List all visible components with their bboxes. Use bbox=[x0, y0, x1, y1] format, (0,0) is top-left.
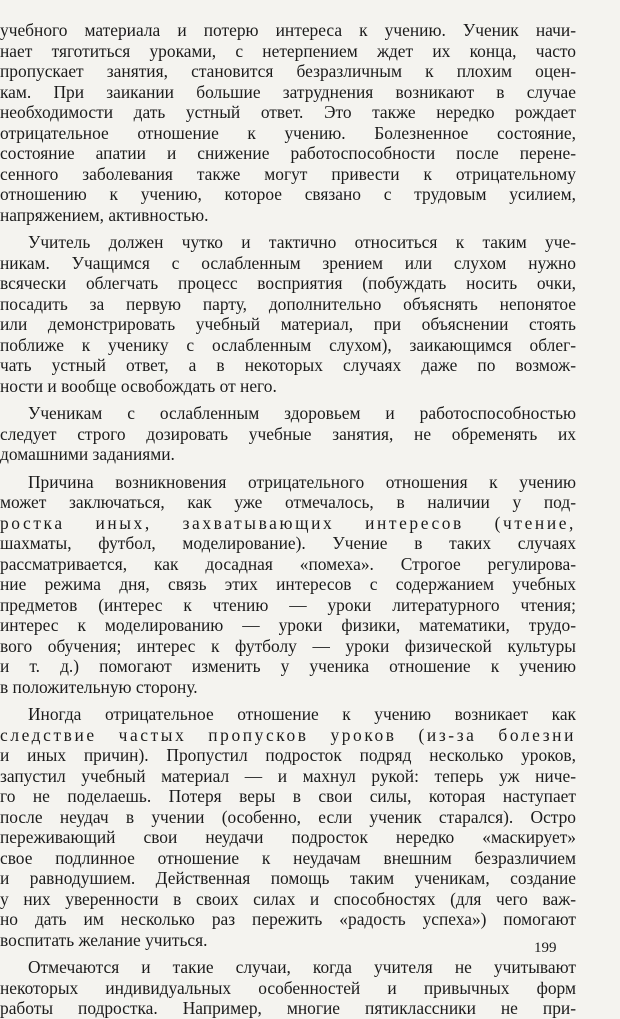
text-line: интерес к моделированию — уроки физики, математики, трудо- bbox=[0, 615, 576, 635]
text-line: посадить за первую парту, дополнительно объяснять непонятое bbox=[0, 293, 576, 314]
text-line: нает тяготиться уроками, с нетерпением ждет их конца, часто bbox=[0, 40, 576, 61]
paragraph bbox=[0, 957, 576, 1019]
text-line: шахматы, футбол, моделирование). Учение в таких случаях bbox=[0, 533, 576, 553]
text-line: рассматривается, как досадная «помеха». Строгое регулирова- bbox=[0, 553, 576, 574]
text-line: необходимости дать устный ответ. Это также нередко рождает bbox=[0, 102, 576, 122]
text-line: домашними заданиями. bbox=[0, 444, 175, 464]
text-line: некоторых индивидуальных особенностей и привычных форм bbox=[0, 977, 576, 998]
text-line: Иногда отрицательное отношение к учению возникает как bbox=[28, 704, 576, 724]
text-line: запустил учебный материал — и махнул рукой: теперь уж ниче- bbox=[0, 765, 576, 786]
text-line: го не поделаешь. Потеря веры в свои силы, которая наступает bbox=[0, 786, 576, 806]
text-line: переживающий свои неудачи подросток нередко «маскирует» bbox=[0, 827, 576, 847]
paragraph bbox=[0, 472, 576, 698]
paragraph bbox=[0, 403, 576, 465]
text-line: и иных причин). Пропустил подросток подряд несколько уроков, bbox=[0, 745, 576, 765]
text-line: Причина возникновения отрицательного отношения к учению bbox=[28, 471, 576, 492]
text-line: поближе к ученику с ослабленным слухом), заикающимся облег- bbox=[0, 334, 576, 355]
text-line: отрицательное отношение к учению. Болезненное состояние, bbox=[0, 122, 576, 143]
text-line: всячески облегчать процесс восприятия (побуждать носить очки, bbox=[0, 273, 576, 293]
text-line: в положительную сторону. bbox=[0, 676, 198, 697]
text-line: может заключаться, как уже отмечалось, в наличии у под- bbox=[0, 492, 576, 512]
text-line: никам. Учащимся с ослабленным зрением или слухом нужно bbox=[0, 252, 576, 273]
text-line: предметов (интерес к чтению — уроки литературного чтения; bbox=[0, 594, 576, 615]
text-line: отношению к учению, которое связано с трудовым усилием, bbox=[0, 184, 576, 204]
paragraph bbox=[0, 20, 576, 225]
body-text bbox=[0, 20, 576, 1019]
text-line: после неудач в учении (особенно, если ученик старался). Остро bbox=[0, 806, 576, 827]
text-line: Учитель должен чутко и тактично относиться к таким уче- bbox=[28, 232, 576, 252]
text-line: и равнодушием. Действенная помощь таким ученикам, создание bbox=[0, 868, 576, 888]
text-line: у них уверенности в своих силах и способностях (для чего важ- bbox=[0, 888, 576, 909]
text-line: пропускает занятия, становится безразличным к плохим оцен- bbox=[0, 61, 576, 81]
text-line: сенного заболевания также могут привести к отрицательному bbox=[0, 163, 576, 184]
text-line: следует строго дозировать учебные занятия, не обременять их bbox=[0, 423, 576, 444]
page-number: 199 bbox=[534, 940, 557, 956]
text-line: Отмечаются и такие случаи, когда учителя не учитывают bbox=[28, 957, 576, 977]
text-line: ростка иных, захватывающих интересов (чтение, bbox=[0, 512, 576, 533]
text-line: следствие частых пропусков уроков (из-за болезни bbox=[0, 724, 576, 745]
text-line: ности и вообще освобождать от него. bbox=[0, 375, 277, 396]
text-line: Ученикам с ослабленным здоровьем и работоспособностью bbox=[28, 403, 576, 423]
text-line: учебного материала и потерю интереса к учению. Ученик начи- bbox=[0, 20, 576, 40]
paragraph bbox=[0, 704, 576, 950]
text-line: работы подростка. Например, многие пятиклассники не при- bbox=[0, 998, 576, 1018]
text-line: чать устный ответ, а в некоторых случаях даже по возмож- bbox=[0, 355, 576, 375]
text-line: или демонстрировать учебный материал, при объяснении стоять bbox=[0, 314, 576, 334]
text-line: состояние апатии и снижение работоспособности после перене- bbox=[0, 143, 576, 163]
text-line: кам. При заикании большие затруднения возникают в случае bbox=[0, 81, 576, 102]
text-line: но дать им несколько раз пережить «радость успеха») помогают bbox=[0, 909, 576, 929]
paragraph bbox=[0, 232, 576, 396]
text-line: воспитать желание учиться. bbox=[0, 929, 208, 950]
text-line: напряжением, активностью. bbox=[0, 204, 209, 225]
text-line: ние режима дня, связь этих интересов с содержанием учебных bbox=[0, 574, 576, 594]
text-line: свое подлинное отношение к неудачам внешним безразличием bbox=[0, 847, 576, 868]
text-line: вого обучения; интерес к футболу — уроки физической культуры bbox=[0, 635, 576, 656]
text-line: и т. д.) помогают изменить у ученика отношение к учению bbox=[0, 656, 576, 676]
